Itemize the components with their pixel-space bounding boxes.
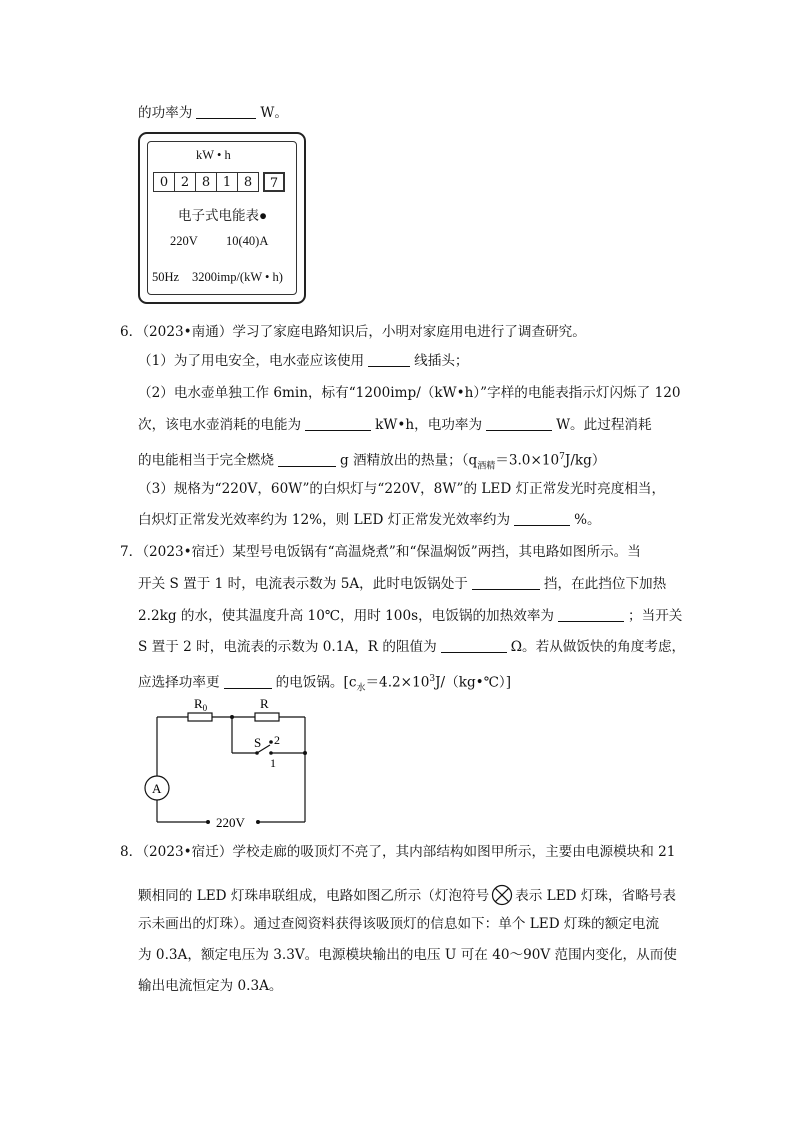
switch-pivot xyxy=(255,751,259,755)
q6-part3-line2: 白炽灯正常发光效率约为 12%，则 LED 灯正常发光效率约为 %。 xyxy=(138,512,601,528)
q7-line5: 应选择功率更 的电饭锅。$[c_水=4.2\times 10^3J/(kg•℃)]$ xyxy=(138,674,511,694)
answer-blank[interactable] xyxy=(305,416,371,431)
switch-contact-2 xyxy=(269,740,273,744)
q8-line5: 输出电流恒定为 0.3A。 xyxy=(138,978,283,994)
answer-blank[interactable] xyxy=(278,452,336,467)
answer-blank[interactable] xyxy=(224,674,272,689)
resistor-r xyxy=(255,713,279,721)
label-r: R xyxy=(260,696,269,711)
q8-line3: 示未画出的灯珠）。通过查阅资料获得该吸顶灯的信息如下：单个 LED 灯珠的额定电流 xyxy=(138,916,660,932)
junction xyxy=(230,715,234,719)
q8-line2: 颗相同的 LED 灯珠串联组成，电路如图乙所示（灯泡符号 表示 LED 灯珠，省略号表 xyxy=(138,884,676,906)
q6-part2-line1: （2）电水壶单独工作 6min，标有“1200imp/（kW•h）”字样的电能表指示灯闪烁了 120 xyxy=(138,385,681,401)
answer-blank[interactable] xyxy=(196,104,256,119)
terminal xyxy=(256,820,260,824)
q6-heading: 6．（2023•南通）学习了家庭电路知识后，小明对家庭用电进行了调查研究。 xyxy=(120,324,586,340)
switch-contact-1 xyxy=(269,751,273,755)
meter-voltage: 220V xyxy=(170,234,198,248)
answer-blank[interactable] xyxy=(558,607,624,622)
answer-blank[interactable] xyxy=(441,638,507,653)
answer-blank[interactable] xyxy=(368,352,410,367)
led-bulb-icon xyxy=(491,884,513,906)
label-pos-1: 1 xyxy=(270,756,276,770)
meter-constant: 3200imp/(kW • h) xyxy=(192,270,283,284)
meter-digit: 1 xyxy=(216,172,238,192)
meter-digit: 8 xyxy=(195,172,217,192)
answer-blank[interactable] xyxy=(486,416,552,431)
q7-line3: 2.2kg 的水，使其温度升高 10℃，用时 100s，电饭锅的加热效率为 ；当开关 xyxy=(138,608,683,624)
meter-digit: 8 xyxy=(237,172,259,192)
q6-part1: （1）为了用电安全，电水壶应该使用 线插头； xyxy=(138,353,469,369)
q7-line1: 7．（2023•宿迁）某型号电饭锅有“高温烧煮”和“保温焖饭”两挡，其电路如图所示。当 xyxy=(120,544,641,560)
ammeter-label: A xyxy=(152,781,162,796)
meter-digit: 0 xyxy=(153,172,175,192)
q6-part3-line1: （3）规格为“220V，60W”的白炽灯与“220V，8W”的 LED 灯正常发光时亮度相当， xyxy=(138,481,666,497)
q8-line1: 8．（2023•宿迁）学校走廊的吸顶灯不亮了，其内部结构如图甲所示，主要由电源模块和 21 xyxy=(120,844,676,860)
terminal xyxy=(206,820,210,824)
q7-line2: 开关 S 置于 1 时，电流表示数为 5A，此时电饭锅处于 挡，在此挡位下加热 xyxy=(138,576,667,592)
rice-cooker-circuit xyxy=(130,690,330,835)
label-r0: $R_0$ xyxy=(194,696,208,713)
q7-line4: S 置于 2 时，电流表的示数为 0.1A，R 的阻值为 Ω。若从做饭快的角度考虑， xyxy=(138,639,686,655)
q6-part2-line3: 的电能相当于完全燃烧 g 酒精放出的热量；$(q_{酒精}=3.0\times 10^7J/kg)$ xyxy=(138,452,606,472)
q5-tail-line: 的功率为 W。 xyxy=(138,105,288,121)
resistor-r0 xyxy=(188,713,212,721)
q8-line4: 为 0.3A，额定电压为 3.3V。电源模块输出的电压 U 可在 40～90V 范围内变化，从而使 xyxy=(138,947,677,963)
label-s: S xyxy=(254,735,262,750)
meter-name: 电子式电能表● xyxy=(178,208,268,223)
meter-digit: 2 xyxy=(174,172,196,192)
meter-digit-decimal: 7 xyxy=(263,172,285,192)
source-label: 220V xyxy=(216,815,245,830)
meter-digits xyxy=(154,172,285,192)
answer-blank[interactable] xyxy=(514,511,570,526)
label-pos-2: 2 xyxy=(274,733,280,747)
q6-part2-line2: 次，该电水壶消耗的电能为 kW•h，电功率为 W。此过程消耗 xyxy=(138,417,652,433)
meter-frequency: 50Hz xyxy=(152,270,180,284)
meter-unit: kW • h xyxy=(196,148,231,162)
answer-blank[interactable] xyxy=(472,575,540,590)
electric-meter xyxy=(138,132,306,304)
junction xyxy=(303,751,307,755)
meter-current: 10(40)A xyxy=(226,234,269,248)
